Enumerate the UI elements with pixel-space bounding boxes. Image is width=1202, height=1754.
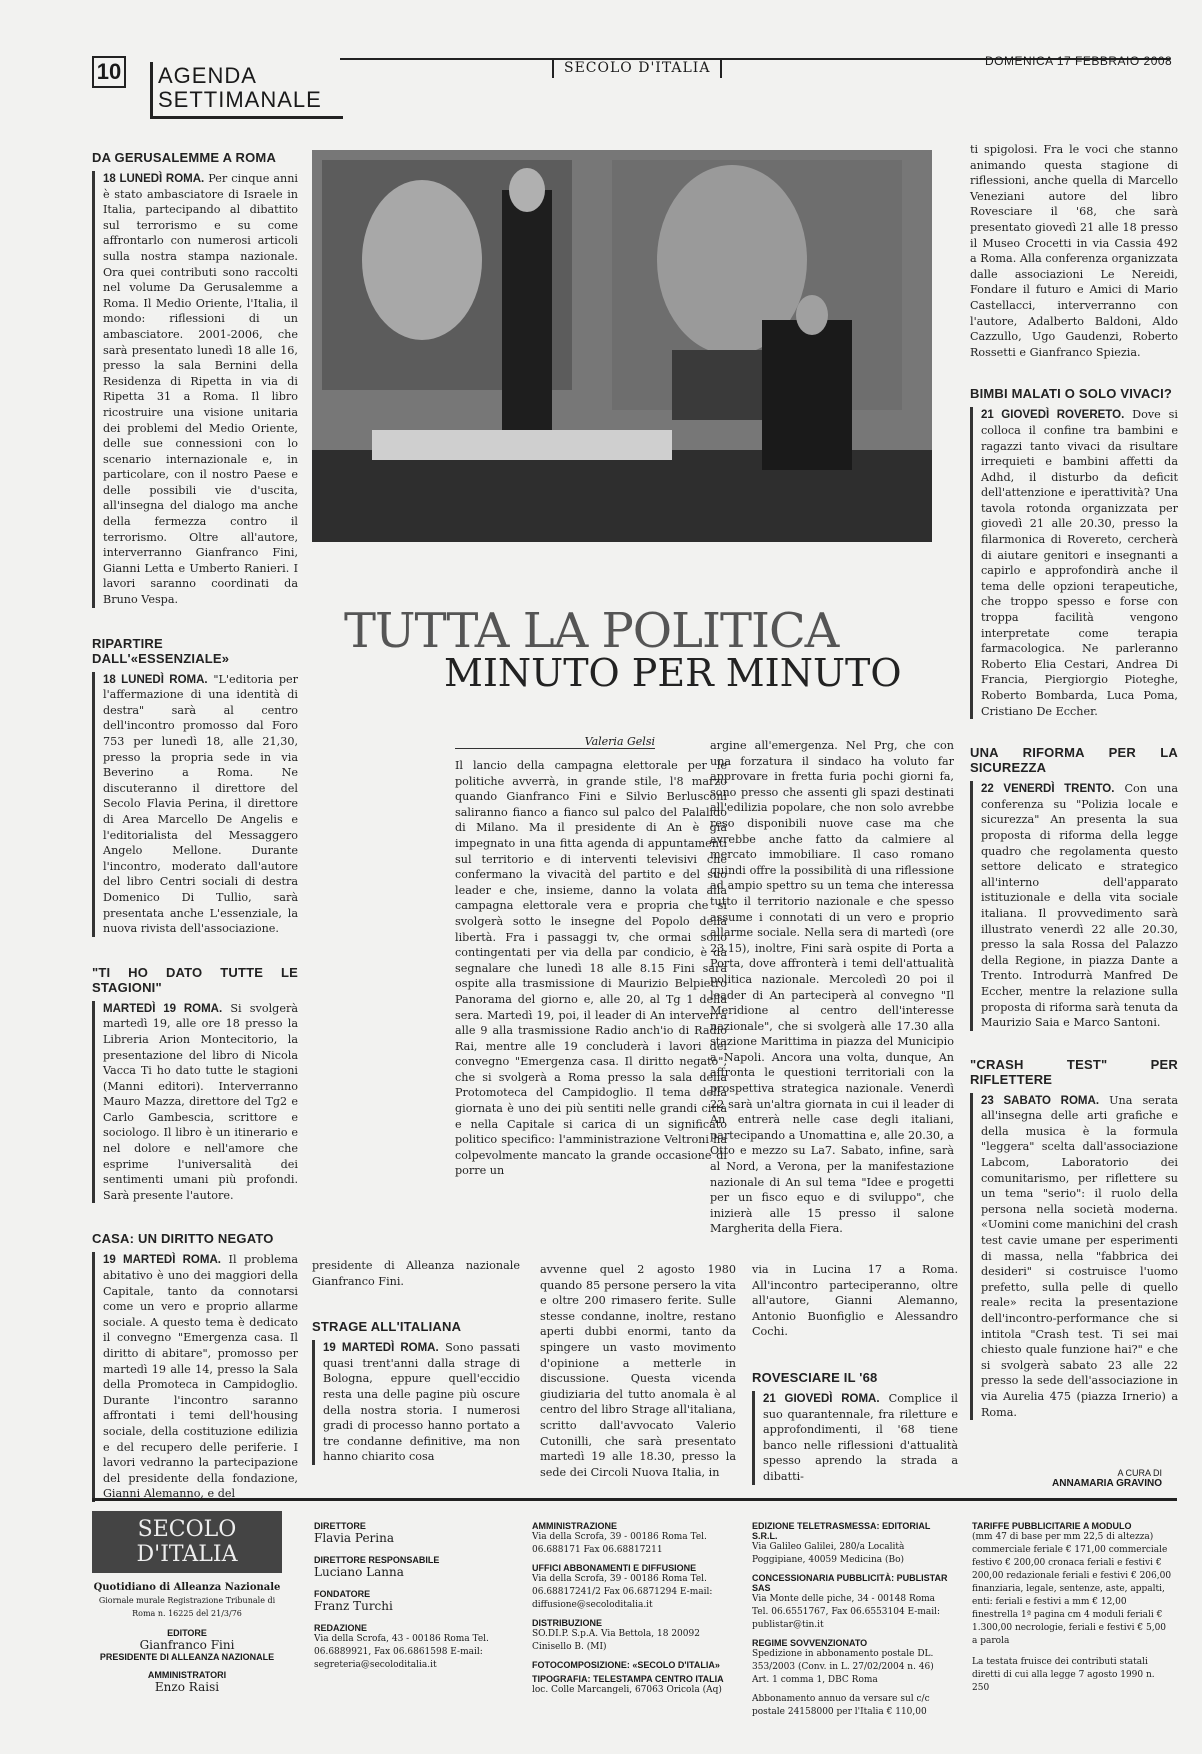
curator-credit: A CURA DI ANNAMARIA GRAVINO: [1052, 1468, 1162, 1489]
right-column: ti spigolosi. Fra le voci che stanno animando questa stagione di riflessioni, anche quella di Marcello Veneziani autore del libro Rovesciare il '68, che sarà presentato giovedì 21 alle 18 presso il Museo Crocetti in via Cassia 492 a Roma. Alla conferenza organizzata dalle associazioni Le Nereidi, Fondare il futuro e Amici di Mario Castellacci, interverranno con l'autore, Adalberto Baldoni, Aldo Cazzullo, Ugo Gaudenzi, Roberto Rossetti e Gianfranco Spiezia. BIMBI MALATI O SOLO VIVACI? 21 GIOVEDÌ ROVERETO. Dove si colloca il confine tra bambini e ragazzi tanto vivaci da risultare irrequieti e bambini affetti da Adhd, il disturbo da deficit dell'attenzione e iperattività? Una tavola rotonda organizzata per giovedì 21 alle 20.30, presso la filarmonica di Rovereto, cercherà di aiutare genitori e insegnanti a capirlo e approfondirà anche il tema delle opzioni terapeutiche, che troppo spesso e forse con troppa facilità vengono interpretate come terapia farmacologica. Ne parleranno Roberto Elia Cestari, Andrea Di Francia, Piergiorgio Pioteghe, Roberto Bombarda, Luca Poma, Cristiano De Eccher. UNA RIFORMA PER LA SICUREZZA 22 VENERDÌ TRENTO. Con una conferenza su "Polizia locale e sicurezza" An presenta la sua proposta di riforma della legge quadro che regolamenta questo settore delicato e strategico all'interno dell'apparato istituzionale e della vita sociale italiana. Il provvedimento sarà illustrato venerdì 22 alle 20.30, presso la sala Rossa del Palazzo della Regione, in piazza Dante a Trento. Introdurrà Manfred De Eccher, mentre la relazione sulla proposta di riforma sarà tenuta da Maurizio Saia e Marco Santoni. "CRASH TEST" PER RIFLETTERE 23 SABATO ROMA. Una serata all'insegna delle arti grafiche e della musica è la formula "leggera" scelta dall'associazione Labcom, Laboratorio dei comunitarismo, per riflettere su un tema "serio": il ruolo della persona nella società moderna. «Uomini come manichini del crash test cavie umane per esperimenti di massa, nella "fabbrica dei desideri" si costruisce l'uomo prefetto, sulla pelle di quello reale» recita la presentazione dell'incontro-performance che si intitola "Crash test. Ti sei mai chiesto quale funzione hai?" e che si svolgerà sabato 23 alle 22 presso la sede dell'associazione in via Aurelia 475 (piazza Irnerio) a Roma.: [970, 143, 1179, 1419]
section-heading: "CRASH TEST" PER RIFLETTERE: [970, 1056, 1178, 1087]
subheadline: MINUTO PER MINUTO: [444, 651, 902, 695]
tv-studio-photo: [312, 150, 932, 542]
section-heading: STRAGE ALL'ITALIANA: [312, 1319, 462, 1335]
main-article-col1: Il lancio della campagna elettorale per le politiche avverrà, in grande stile, l'8 marzo quando Gianfranco Fini e Silvio Berlusconi saliranno fianco a fianco sul palco del Palalido di Milano. Ma il presidente di An è già impegnato in una fitta agenda di appuntamenti sul territorio e di interventi televisivi che confermano la vivacità del partito e del suo leader e che, insieme, danno la volata alla campagna elettorale vera e propria che si svolgerà sotto le insegne del Popolo della libertà. Fra i passaggi tv, che ormai sono contingentati per via della par condicio, è da segnalare che lunedì 18 alle 8.15 Fini sarà ospite alla trasmissione di Maurizio Belpietro Panorama del giorno e, alle 20, al Tg 1 della sera. Martedì 19, poi, il leader di An interverrà alle 9 alla trasmissione Radio anch'io di Radio Rai, mentre alle 19 concluderà i lavori del convegno "Emergenza casa. Il diritto negato", che si svolgerà a Roma presso la sala della Protomoteca del Campidoglio. Il tema della giornata è uno dei più sentiti nelle grandi città e nella Capitale si carica di un significato politico specifico: l'amministrazione Veltroni ha colpevolmente mancato la grande occasione di porre un: [455, 759, 727, 1178]
article-body: 23 SABATO ROMA. Una serata all'insegna delle arti grafiche e della musica è la formula "leggera" scelta dall'associazione Labcom, Laboratorio dei comunitarismo, per riflettere su un tema "serio": il ruolo della persona nella società moderna. «Uomini come manichini del crash test cavie umane per esperimenti di massa, nella "fabbrica dei desideri" si costruisce l'uomo prefetto, sulla pelle di quello reale» recita la presentazione dell'incontro-performance che si intitola "Crash test. Ti sei mai chiesto quale funzione hai?" e che si svolgerà sabato 23 alle 22 presso la sede dell'associazione in via Aurelia 475 (piazza Irnerio) a Roma.: [970, 1093, 1178, 1420]
section-heading: RIPARTIRE DALL'«ESSENZIALE»: [92, 635, 230, 666]
section-heading: DA GERUSALEMME A ROMA: [92, 150, 277, 165]
masthead-left: SECOLO D'ITALIA Quotidiano di Alleanza Nazionale Giornale murale Registrazione Tribunale di Roma n. 16225 del 21/3/76 EDITORE Gianfranco Fini PRESIDENTE DI ALLEANZA NAZIONALE AMMINISTRATORI Enzo Raisi: [92, 1511, 282, 1704]
article-body: 21 GIOVEDÌ ROVERETO. Dove si colloca il confine tra bambini e ragazzi tanto vivaci da risultare irrequieti e bambini affetti da Adhd, il disturbo da deficit dell'attenzione e iperattività? Una tavola rotonda organizzata per giovedì 21 alle 20.30, presso la filarmonica di Rovereto, cercherà di aiutare genitori e insegnanti a capirlo e approfondirà anche il tema delle opzioni terapeutiche, che troppo spesso e forse con troppa facilità vengono interpretate come terapia farmacologica. Ne parleranno Roberto Elia Cestari, Andrea Di Francia, Piergiorgio Pioteghe, Roberto Bombarda, Luca Poma, Cristiano De Eccher.: [970, 407, 1178, 719]
masthead-admin: AMMINISTRAZIONE Via della Scrofa, 39 - 00186 Roma Tel. 06.688171 Fax 06.68817211 UFFICI ABBONAMENTI E DIFFUSIONE Via della Scrofa, 39 - 00186 Roma Tel. 06.68817241/2 Fax 06.6871294 E-mail: diffusione@secoloditalia.it DISTRIBUZIONE SO.DI.P. S.p.A. Via Bettola, 18 20092 Cinisello B. (MI) FOTOCOMPOSIZIONE: «SECOLO D'ITALIA» TIPOGRAFIA: TELESTAMPA CENTRO ITALIA loc. Colle Marcangeli, 67063 Oricola (Aq): [532, 1521, 724, 1695]
article-body: 22 VENERDÌ TRENTO. Con una conferenza su "Polizia locale e sicurezza" An presenta la sua proposta di riforma della legge quadro che regolamenta questo settore delicato e strategico all'interno dell'apparato istituzionale e della vita sociale italiana. Il provvedimento sarà illustrato venerdì 22 alle 20.30, presso la sala Rossa del Palazzo della Regione, in piazza Dante a Trento. Introdurrà Manfred De Eccher, mentre la relazione sulla proposta di riforma sarà tenuta da Maurizio Saia e Marco Santoni.: [970, 781, 1178, 1031]
masthead-directors: DIRETTORE Flavia Perina DIRETTORE RESPONSABILE Luciano Lanna FONDATORE Franz Turchi REDAZIONE Via della Scrofa, 43 - 00186 Roma Tel. 06.6889921, Fax 06.6861598 E-mail: segreteria@secoloditalia.it: [314, 1521, 489, 1670]
article-body: 21 GIOVEDÌ ROMA. Complice il suo quarantennale, fra riletture e approfondimenti, il '68 tiene banco nelle riflessioni d'attualità spesso aprendo la strada a dibatti-: [752, 1391, 958, 1485]
masthead-footer: [92, 1498, 1177, 1737]
article-photo: [312, 150, 932, 542]
section-heading: "TI HO DATO TUTTE LE STAGIONI": [92, 964, 298, 995]
page-number: 10: [92, 56, 126, 88]
article-body: 19 MARTEDÌ ROMA. Sono passati quasi trent'anni dalla strage di Bologna, eppure quell'eccidio resta una delle pagine più oscure della nostra storia. I numerosi gradi di processo hanno portato a tre condanne definitive, ma non hanno chiarito cosa: [312, 1340, 520, 1465]
bottom-col1: presidente di Alleanza nazionale Gianfranco Fini. STRAGE ALL'ITALIANA 19 MARTEDÌ ROMA. Sono passati quasi trent'anni dalla strage di Bologna, eppure quell'eccidio resta una delle pagine più oscure della nostra storia. I numerosi gradi di processo hanno portato a tre condanne definitive, ma non hanno chiarito cosa: [312, 1259, 520, 1464]
main-article-col2: argine all'emergenza. Nel Prg, che con una forzatura il sindaco ha voluto far approvare in fretta furia pochi giorni fa, sono presso che assenti gli spazi destinati all'edilizia popolare, che non solo avrebbe reso disponibili nuove case ma che avrebbe anche fatto da calmiere al mercato immobiliare. Il caso romano quindi offre la possibilità di una riflessione ad ampio spettro su un tema che interessa tutto il territorio nazionale e che spesso assume i connotati di un vero e proprio allarme sociale. Nella sera di martedì (ore 23.15), inoltre, Fini sarà ospite di Porta a Porta, dove affronterà i temi dell'attualità politica nazionale. Mercoledì 20 poi il leader di An parteciperà al convegno "Il Meridione al centro dell'interesse nazionale", che si svolgerà alle 17.30 alla stazione Marittima in piazza del Municipio a Napoli. Ancora una volta, dunque, An affronta le questioni territoriali con la prospettiva strategica nazionale. Venerdì 22 sarà un'altra giornata in cui il leader di An entrerà nelle case degli italiani, partecipando a Unomattina e, alle 20.30, a Otto e mezzo su La7. Sabato, infine, sarà al Nord, a Verona, per la manifestazione nazionale di An sul tema "Idee e progetti per un fisco equo e di sviluppo", che inizierà alle 15 presso il salone Margherita della Fiera.: [710, 739, 954, 1236]
section-heading: ROVESCIARE IL '68: [752, 1369, 878, 1385]
masthead-logo: SECOLO D'ITALIA: [92, 1511, 282, 1573]
article-body: 18 LUNEDÌ ROMA. "L'editoria per l'affermazione di una identità di destra" sarà al centro dell'incontro promosso dal Foro 753 per lunedì 18, alle 21,30, presso la propria sede in via Beverino a Roma. Ne discuteranno il direttore del Secolo Flavia Perina, il direttore di Area Marcello De Angelis e l'editorialista del Messaggero Angelo Mellone. Durante l'incontro, moderato dall'autore del libro Centri sociali di destra Domenico Di Tullio, sarà presentata anche L'essenziale, la nuova rivista dell'associazione.: [92, 672, 298, 937]
masthead-rates: TARIFFE PUBBLICITARIE A MODULO (mm 47 di base per mm 22,5 di altezza) commerciale feriale € 171,00 commerciale festivo € 200,00 cronaca feriali e festivi € 200,00 redazionale feriali e festivi € 206,00 finanziaria, legale, sentenze, aste, appalti, enti: feriali e festivi a mm € 12,00 finestrella 1ª pagina cm 4 moduli feriali € 1.300,00 necrologie, feriali e festivi € 5,00 a parola La testata fruisce dei contributi statali diretti di cui alla legge 7 agosto 1990 n. 250: [972, 1521, 1172, 1693]
bottom-col3: via in Lucina 17 a Roma. All'incontro parteciperanno, oltre all'autore, Gianni Alemanno, Antonio Buonfiglio e Alessandro Cochi. ROVESCIARE IL '68 21 GIOVEDÌ ROMA. Complice il suo quarantennale, fra riletture e approfondimenti, il '68 tiene banco nelle riflessioni d'attualità spesso aprendo la strada a dibatti-: [752, 1263, 959, 1483]
issue-date: DOMENICA 17 FEBBRAIO 2008: [985, 54, 1173, 68]
bottom-col2: avvenne quel 2 agosto 1980 quando 85 persone persero la vita e oltre 200 rimasero ferite. Sulle stesse condanne, inoltre, restano aperti dubbi enormi, tanto da spingere un vasto movimento d'opinione a metterle in discussione. Questa vicenda giudiziaria del tutto anomala è al centro del libro Strage all'italiana, scritto dall'avvocato Valerio Cutonilli, che sarà presentato martedì 19 alle 18.30, presso la sede dei Circoli Nuova Italia, in: [540, 1263, 736, 1479]
section-heading: UNA RIFORMA PER LA SICUREZZA: [970, 745, 1178, 776]
article-body: 18 LUNEDÌ ROMA. Per cinque anni è stato ambasciatore di Israele in Italia, partecipando al dibattito sul terrorismo e su come affrontarlo con numerosi articoli sulla nostra stampa nazionale. Ora quei contributi sono raccolti nel volume Da Gerusalemme a Roma. Il Medio Oriente, l'Italia, il mondo: riflessioni di un ambasciatore. 2001-2006, che sarà presentato lunedì 18 alle 16, presso la sala Bernini della Residenza di Ripetta in via di Ripetta 31 a Roma. Il libro ricostruire una visione unitaria dei problemi del Medio Oriente, delle sue connessioni con lo scenario internazionale e, in particolare, con il nostro Paese e delle possibili vie d'uscita, all'insegna del dialogo ma anche della fermezza contro il terrorismo. Oltre all'autore, interverranno Gianfranco Fini, Gianni Letta e Umberto Ranieri. I lavori saranno coordinati da Bruno Vespa.: [92, 171, 298, 608]
article-body: MARTEDÌ 19 ROMA. Si svolgerà martedì 19, alle ore 18 presso la Libreria Arion Montecitorio, la presentazione del libro di Nicola Vacca Ti ho dato tutte le stagioni (Manni editori). Interverranno Mauro Mazza, direttore del Tg2 e Carlo Gambescia, scrittore e sociologo. Il libro è un itinerario e nel dolore e nell'amore che esprime l'universalità dei sentimenti umani più profondi. Sarà presente l'autore.: [92, 1001, 298, 1204]
left-column: [92, 150, 298, 1502]
article-body: 19 MARTEDÌ ROMA. Il problema abitativo è uno dei maggiori della Capitale, tanto da connotarsi come un vero e proprio allarme sociale. A questo tema è dedicato il convegno "Emergenza casa. Il diritto di abitare", promosso per martedì 19 alle 14, presso la Sala della Promoteca in Campidoglio. Durante l'incontro saranno affrontati i temi dell'housing sociale, della costituzione edilizia e del recupero delle periferie. I lavori vedranno la partecipazione del presidente della fondazione, Gianni Alemanno, e del: [92, 1252, 298, 1502]
section-heading: CASA: UN DIRITTO NEGATO: [92, 1231, 274, 1247]
headline: TUTTA LA POLITICA: [344, 603, 839, 659]
byline: Valeria Gelsi: [455, 735, 655, 749]
newspaper-name: SECOLO D'ITALIA: [552, 58, 722, 78]
section-heading: BIMBI MALATI O SOLO VIVACI?: [970, 386, 1173, 402]
masthead-publishing: EDIZIONE TELETRASMESSA: EDITORIAL S.R.L. Via Galileo Galilei, 280/a Località Poggipiane, 40059 Medicina (Bo) CONCESSIONARIA PUBBLICITÀ: PUBLISTAR SAS Via Monte delle piche, 34 - 00148 Roma Tel. 06.6551767, Fax 06.6553104 E-mail: publistar@tin.it REGIME SOVVENZIONATO Spedizione in abbonamento postale DL. 353/2003 (Conv. in L. 27/02/2004 n. 46) Art. 1 comma 1, DBC Roma Abbonamento annuo da versare sul c/c postale 24158000 per l'Italia € 110,00: [752, 1521, 948, 1717]
section-title: AGENDA SETTIMANALE: [158, 63, 322, 112]
